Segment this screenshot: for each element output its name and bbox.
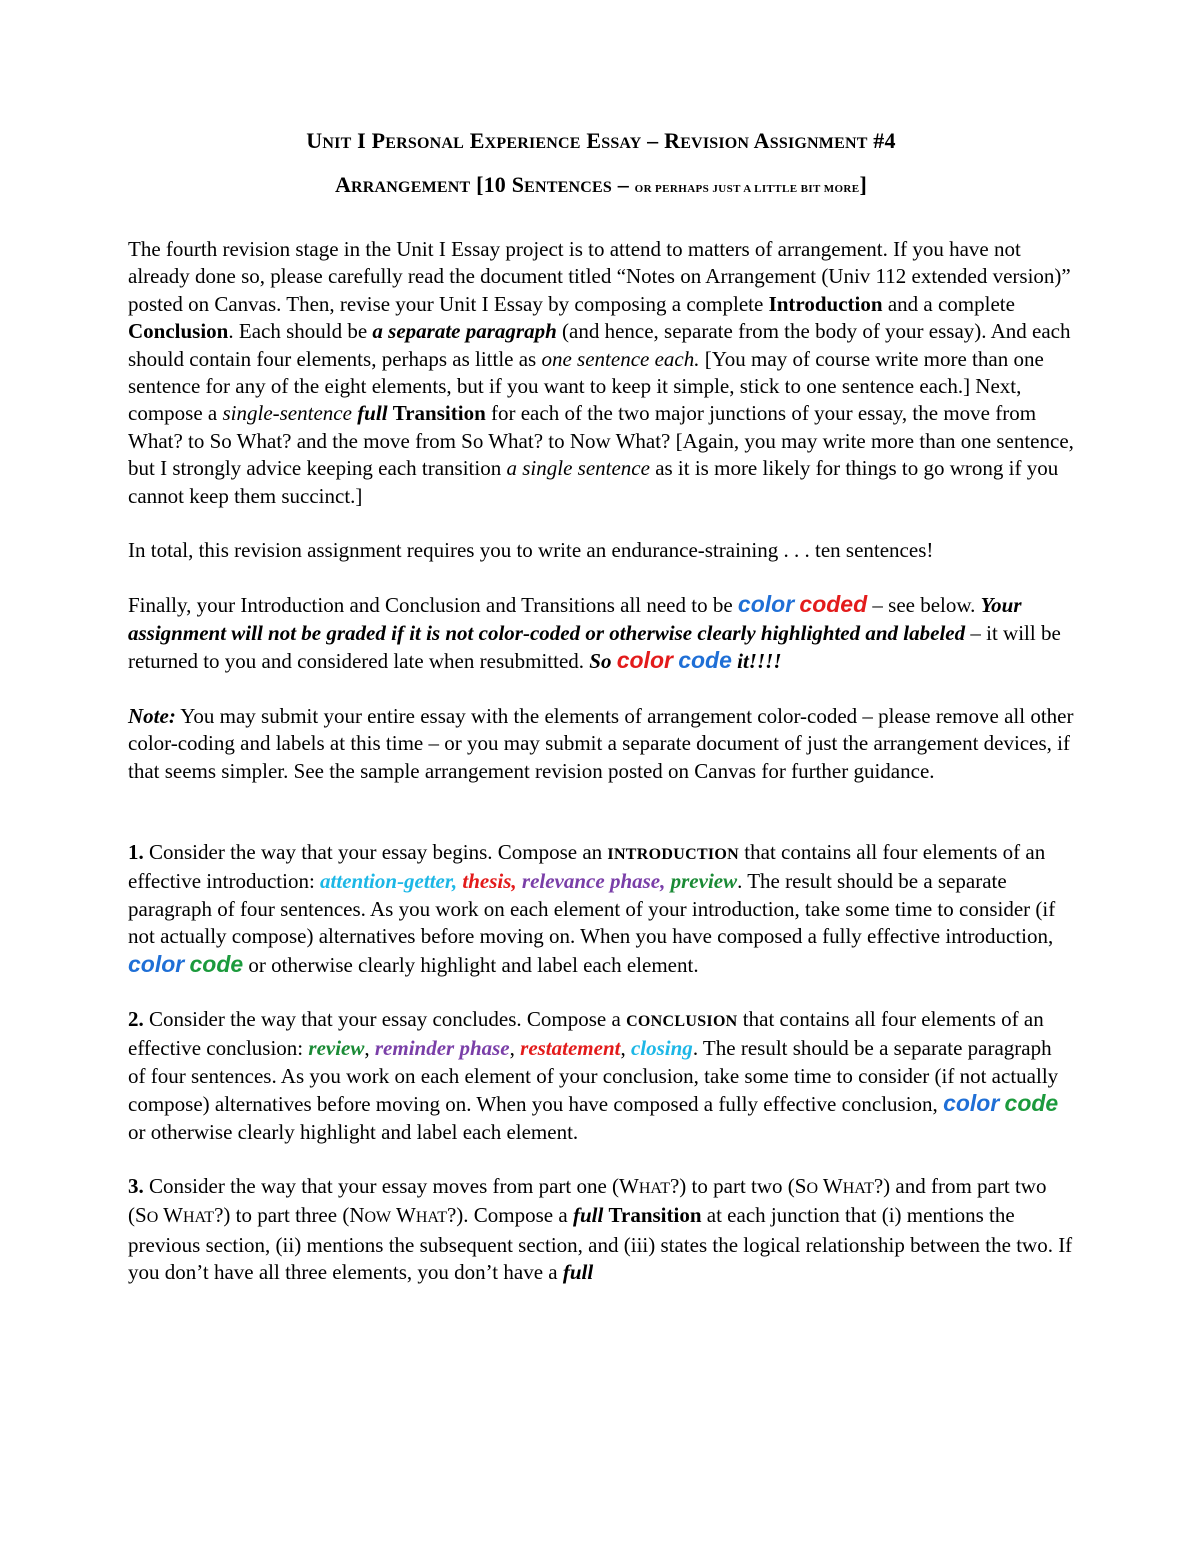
paragraph-total: In total, this revision assignment requires you to write an endurance-straining . . . ten sentences!	[128, 538, 934, 563]
item-conclusion: 2. Consider the way that your essay concludes. Compose a CONCLUSION that contains all four elements of an effective conclusion: review, reminder phase, restatement, closing. The result should be a separate paragraph of four sentences. As you work on each element of your conclusion, take some time to consider (if not actually compose) alternatives before moving on. When you have composed a fully effective conclusion, color code or otherwise clearly highlight and label each element.	[128, 1006, 1059, 1144]
paragraph-color-code: Finally, your Introduction and Conclusion and Transitions all need to be color coded – see below. Your assignment will not be graded if it is not color-coded or otherwise clearly highlighted and labeled – it will be returned to you and considered late when resubmitted. So color code it!!!!	[128, 591, 1061, 674]
paragraph-note: Note: You may submit your entire essay with the elements of arrangement color-coded – please remove all other color-coding and labels at this time – or you may submit a separate document of just the arrangement devices, if that seems simpler. See the sample arrangement revision posted on Canvas for further guidance.	[128, 703, 1074, 783]
paragraph-overview: The fourth revision stage in the Unit I Essay project is to attend to matters of arrangement. If you have not already done so, please carefully read the document titled “Notes on Arrangement (Univ 112 extended version)” posted on Canvas. Then, revise your Unit I Essay by composing a complete Introduction and a complete Conclusion. Each should be a separate paragraph (and hence, separate from the body of your essay). And each should contain four elements, perhaps as little as one sentence each. [You may of course write more than one sentence for any of the eight elements, but if you want to keep it simple, stick to one sentence each.] Next, compose a single-sentence full Transition for each of the two major junctions of your essay, the move from What? to So What? and the move from So What? to Now What? [Again, you may write more than one sentence, but I strongly advice keeping each transition a single sentence as it is more likely for things to go wrong if you cannot keep them succinct.]	[128, 237, 1074, 508]
item-transition: 3. Consider the way that your essay moves from part one (WHAT?) to part two (SO WHAT?) and from part two (SO WHAT?) to part three (NOW WHAT?). Compose a full Transition at each junction that (i) mentions the previous section, (ii) mentions the subsequent section, and (iii) states the logical relationship between the two. If you don’t have all three elements, you don’t have a full	[128, 1173, 1073, 1285]
title-line-1: UNIT I PERSONAL EXPERIENCE ESSAY – REVISION ASSIGNMENT #4	[306, 128, 896, 153]
item-introduction: 1. Consider the way that your essay begins. Compose an INTRODUCTION that contains all four elements of an effective introduction: attention-getter, thesis, relevance phase, preview. The result should be a separate paragraph of four sentences. As you work on each element of your introduction, take some time to consider (if not actually compose) alternatives before moving on. When you have composed a fully effective introduction, color code or otherwise clearly highlight and label each element.	[128, 839, 1056, 977]
title-line-2: ARRANGEMENT [10 SENTENCES – OR PERHAPS JUST A LITTLE BIT MORE]	[334, 172, 868, 197]
